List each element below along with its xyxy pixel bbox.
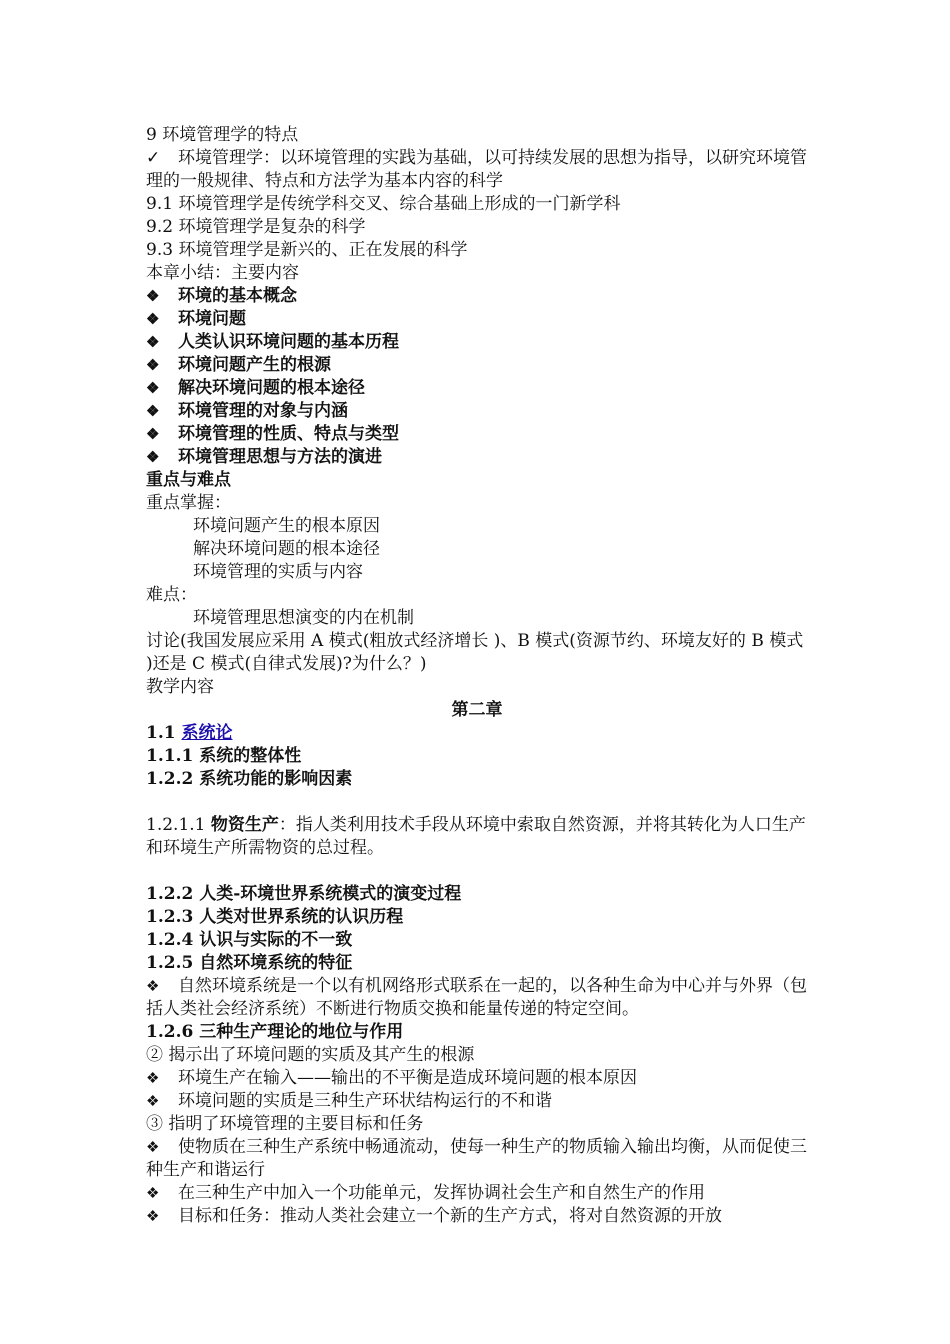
summary-item: ❖ 环境管理的对象与内涵 [146,401,348,421]
diamond-bullet-icon: ❖ [146,448,160,466]
summary-item: ❖ 环境的基本概念 [146,286,297,306]
point-3-heading: ③ 指明了环境管理的主要目标和任务 [146,1114,424,1134]
section-1-2-6-heading: 1.2.6 三种生产理论的地位与作用 [146,1022,404,1042]
spacer [146,860,808,883]
definition-text: 环境管理学：以环境管理的实践为基础，以可持续发展的思想为指导，以研究环境管理的一般规律、特点和方法学为基本内容的科学 [146,148,807,191]
definition-paragraph [146,147,808,193]
section-1-2-3-heading: 1.2.3 人类对世界系统的认识历程 [146,907,404,927]
natural-system-paragraph: ❖ 自然环境系统是一个以有机网络形式联系在一起的，以各种生命为中心并与外界（包括人类社会经济系统）不断进行物质交换和能量传递的特定空间。 [146,976,807,1019]
summary-item: ❖ 环境管理的性质、特点与类型 [146,424,399,444]
checkmark-icon: ✓ [146,148,161,168]
diamond-bullet-icon: ❖ [146,402,160,420]
diamond-bullet-icon: ❖ [146,1069,160,1087]
summary-item: ❖ 解决环境问题的根本途径 [146,378,365,398]
point-3-item: ❖ 使物质在三种生产系统中畅通流动，使每一种生产的物质输入输出均衡，从而促使三种生产和谐运行 [146,1137,807,1180]
diamond-bullet-icon: ❖ [146,287,160,305]
point-3-item: ❖ 目标和任务：推动人类社会建立一个新的生产方式，将对自然资源的开放 [146,1206,722,1226]
section-1-1-1-heading: 1.1.1 系统的整体性 [146,746,302,766]
diamond-bullet-icon: ❖ [146,310,160,328]
diamond-bullet-icon: ❖ [146,1184,160,1202]
point-2-item: ❖ 环境生产在输入——输出的不平衡是造成环境问题的根本原因 [146,1068,637,1088]
diamond-bullet-icon: ❖ [146,1138,160,1156]
key-points-label: 重点掌握： [146,493,231,513]
key-point-item: 环境管理的实质与内容 [193,562,363,582]
section-1-2-2-heading: 1.2.2 人类-环境世界系统模式的演变过程 [146,884,462,904]
diamond-bullet-icon: ❖ [146,1207,160,1225]
section-1-2-2-heading: 1.2.2 系统功能的影响因素 [146,769,353,789]
diamond-bullet-icon: ❖ [146,356,160,374]
chapter-summary-label: 本章小结：主要内容 [146,263,299,283]
summary-item: ❖ 环境问题产生的根源 [146,355,331,375]
section-9-1: 9.1 环境管理学是传统学科交叉、综合基础上形成的一门新学科 [146,194,621,214]
diamond-bullet-icon: ❖ [146,333,160,351]
key-point-item: 解决环境问题的根本途径 [193,539,380,559]
key-point-item: 环境问题产生的根本原因 [193,516,380,536]
diamond-bullet-icon: ❖ [146,977,160,995]
summary-item: ❖ 环境管理思想与方法的演进 [146,447,382,467]
system-theory-link[interactable]: 系统论 [181,723,233,743]
summary-item: ❖ 人类认识环境问题的基本历程 [146,332,399,352]
teaching-content-label: 教学内容 [146,677,214,697]
discussion-paragraph: 讨论(我国发展应采用 A 模式(粗放式经济增长 )、B 模式(资源节约、环境友好的 B 模式 )还是 C 模式(自律式发展)?为什么？) [146,631,804,674]
point-2-item: ❖ 环境问题的实质是三种生产环状结构运行的不和谐 [146,1091,552,1111]
material-production-paragraph: 1.2.1.1 物资生产：指人类利用技术手段从环境中索取自然资源，并将其转化为人口生产和环境生产所需物资的总过程。 [146,815,806,858]
key-points-heading: 重点与难点 [146,470,231,490]
diamond-bullet-icon: ❖ [146,425,160,443]
summary-item: ❖ 环境问题 [146,309,246,329]
document-page [146,124,808,1228]
section-1-2-5-heading: 1.2.5 自然环境系统的特征 [146,953,353,973]
section-9-2: 9.2 环境管理学是复杂的科学 [146,217,366,237]
section-9-3: 9.3 环境管理学是新兴的、正在发展的科学 [146,240,468,260]
point-3-item: ❖ 在三种生产中加入一个功能单元，发挥协调社会生产和自然生产的作用 [146,1183,705,1203]
section-1-2-4-heading: 1.2.4 认识与实际的不一致 [146,930,353,950]
diamond-bullet-icon: ❖ [146,1092,160,1110]
point-2-heading: ② 揭示出了环境问题的实质及其产生的根源 [146,1045,475,1065]
spacer [146,791,808,814]
chapter-title: 第二章 [451,700,503,720]
material-production-term: 物资生产 [210,815,279,835]
section-1-1-heading: 1.1 系统论 [146,723,233,743]
difficult-point-item: 环境管理思想演变的内在机制 [193,608,414,628]
diamond-bullet-icon: ❖ [146,379,160,397]
section-9-heading: 9 环境管理学的特点 [146,125,299,145]
difficult-points-label: 难点： [146,585,197,605]
